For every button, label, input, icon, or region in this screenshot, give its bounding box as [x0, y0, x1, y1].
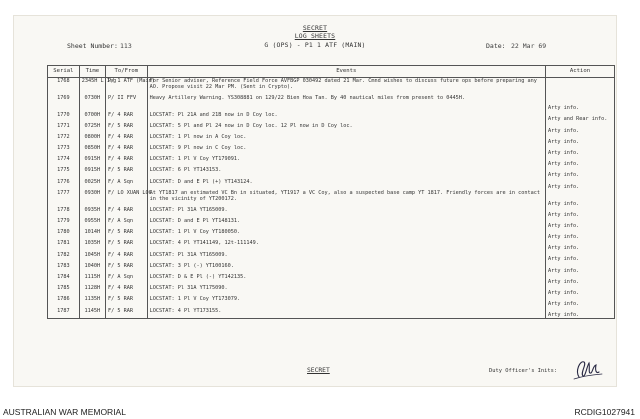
table-row [48, 263, 615, 274]
log-title: LOG SHEETS [294, 32, 336, 40]
table-row [48, 179, 615, 190]
serial-cell: 1781 [48, 240, 80, 251]
to-from-cell: F/ 4 RAR [106, 112, 148, 123]
action-cell: Arty info. [546, 218, 615, 229]
unit-heading: G (OPS) - P1 1 ATF (MAIN) [264, 41, 366, 49]
archive-banner [0, 404, 640, 419]
time-cell: 1135H [79, 296, 105, 307]
time-cell: 1035H [79, 240, 105, 251]
events-cell: LOCSTAT: 1 Pl V Coy YT179091. [147, 156, 545, 167]
to-from-cell: F/ LO XUAN LOC [106, 190, 148, 207]
action-cell: Arty info. [546, 252, 615, 263]
column-header-action: Action [546, 66, 615, 78]
action-cell: Arty info. [546, 95, 615, 112]
serial-cell: 1783 [48, 263, 80, 274]
sheet-number-value: 113 [120, 42, 132, 50]
footer-classification: SECRET [307, 367, 330, 374]
action-cell: Arty info. [546, 240, 615, 251]
serial-cell: 1771 [48, 123, 80, 134]
events-cell: LOCSTAT: Pl 21A and 21B now in D Coy loc. [147, 112, 545, 123]
events-cell: LOCSTAT: 4 Pl YT173155. [147, 308, 545, 319]
action-cell: Arty info. [546, 123, 615, 134]
time-cell: 1128H [79, 285, 105, 296]
time-cell: 0850H [79, 145, 105, 156]
time-cell: 0930H [79, 190, 105, 207]
action-cell: Arty info. [546, 274, 615, 285]
serial-cell: 1776 [48, 179, 80, 190]
to-from-cell: F/ 4 RAR [106, 207, 148, 218]
time-cell: 1040H [79, 263, 105, 274]
time-cell: 1115H [79, 274, 105, 285]
events-cell: LOCSTAT: 6 Pl YT143153. [147, 167, 545, 178]
serial-cell: 1778 [48, 207, 80, 218]
table-row [48, 285, 615, 296]
to-from-cell: F/ 5 RAR [106, 240, 148, 251]
time-cell: 1045H [79, 252, 105, 263]
action-cell: Arty info. [546, 285, 615, 296]
table-row [48, 207, 615, 218]
classification-heading: SECRET [302, 24, 328, 32]
events-cell: LOCSTAT: D and E Pl (+) YT143124. [147, 179, 545, 190]
to-from-cell: F/ 4 RAR [106, 252, 148, 263]
serial-cell: 1770 [48, 112, 80, 123]
column-header-to-from: To/From [106, 66, 148, 78]
table-row [48, 229, 615, 240]
to-from-cell: F/ 5 RAR [106, 263, 148, 274]
time-cell: 0915H [79, 156, 105, 167]
serial-cell: 1784 [48, 274, 80, 285]
table-row [48, 296, 615, 307]
serial-cell: 1775 [48, 167, 80, 178]
serial-cell: 1787 [48, 308, 80, 319]
time-cell: 0955H [79, 218, 105, 229]
table-row [48, 134, 615, 145]
serial-cell: 1774 [48, 156, 80, 167]
table-row [48, 218, 615, 229]
table-row [48, 252, 615, 263]
events-cell: LOCSTAT: 5 Pl and Pl 24 now in D Coy loc. 12 Pl now in D Coy loc. [147, 123, 545, 134]
to-from-cell: F/ 5 RAR [106, 296, 148, 307]
to-from-cell: F/ 5 RAR [106, 229, 148, 240]
sheet-number-label: Sheet Number: [67, 42, 118, 50]
serial-cell: 1777 [48, 190, 80, 207]
archive-name: AUSTRALIAN WAR MEMORIAL [3, 407, 126, 417]
time-cell: 0700H [79, 112, 105, 123]
serial-cell: 1779 [48, 218, 80, 229]
events-cell: LOCSTAT: Pl 31A YT165009. [147, 207, 545, 218]
to-from-cell: F/ A Sqn [106, 274, 148, 285]
to-from-cell: P/ II FFV [106, 95, 148, 112]
time-cell: 0915H [79, 167, 105, 178]
action-cell: Arty info. [546, 296, 615, 307]
serial-cell: 1769 [48, 95, 80, 112]
table-row [48, 274, 615, 285]
action-cell: Arty and Rear info. [546, 112, 615, 123]
events-cell: LOCSTAT: 1 Pl V Coy YT180050. [147, 229, 545, 240]
table-row [48, 123, 615, 134]
to-from-cell: F/ 5 RAR [106, 308, 148, 319]
table-header-row [48, 66, 615, 78]
to-from-cell: F/ 4 RAR [106, 285, 148, 296]
table-row [48, 78, 615, 95]
archive-reference: RCDIG1027941 [574, 407, 635, 417]
events-cell: Heavy Artillery Warning. YS308881 on 129/22 Bien Hoa Tan. By 40 nautical miles from present to 0445H. [147, 95, 545, 112]
log-sheet-page [13, 15, 617, 387]
to-from-cell: F/ A Sqn [106, 218, 148, 229]
events-cell: LOCSTAT: 3 Pl (-) YT100160. [147, 263, 545, 274]
action-cell: Arty info. [546, 190, 615, 207]
events-cell: At YT1817 an estimated VC Bn in situated, YT1917 a VC Coy, also a suspected base camp YT 1817. Friendly forces are in contact in the vicinity of YT200172. [147, 190, 545, 207]
events-cell: LOCSTAT: D and E Pl YT148131. [147, 218, 545, 229]
time-cell: 0730H [79, 95, 105, 112]
to-from-cell: P/ 1 ATF (Main) [106, 78, 148, 95]
action-cell: Arty info. [546, 263, 615, 274]
serial-cell: 1772 [48, 134, 80, 145]
serial-cell: 1785 [48, 285, 80, 296]
events-cell: LOCSTAT: D & E Pl (-) YT142135. [147, 274, 545, 285]
events-cell: LOCSTAT: Pl 31A YT175090. [147, 285, 545, 296]
events-log-table [47, 65, 615, 319]
time-cell: 0725H [79, 123, 105, 134]
duty-officer-signature [570, 357, 606, 383]
serial-cell: 1782 [48, 252, 80, 263]
action-cell: Arty info. [546, 229, 615, 240]
serial-cell: 1768 [48, 78, 80, 95]
table-row [48, 240, 615, 251]
events-cell: LOCSTAT: 9 Pl now in C Coy loc. [147, 145, 545, 156]
table-row [48, 95, 615, 112]
events-cell: LOCSTAT: Pl 31A YT165009. [147, 252, 545, 263]
table-row [48, 190, 615, 207]
time-cell: 2345H L 1sg [79, 78, 105, 95]
column-header-serial: Serial [48, 66, 80, 78]
table-body [48, 78, 615, 319]
table-row [48, 145, 615, 156]
events-cell: LOCSTAT: 1 Pl now in A Coy loc. [147, 134, 545, 145]
to-from-cell: F/ 4 RAR [106, 156, 148, 167]
events-cell: For Senior adviser, Reference Field Force AVFBGP 030492 dated 21 Mar. Cmnd wishes to discuss future ops before preparing any AO. Propose visit 22 Mar PM. (Sent in Crypto). [147, 78, 545, 95]
column-header-events: Events [147, 66, 545, 78]
to-from-cell: F/ 5 RAR [106, 123, 148, 134]
duty-officer-inits-label: Duty Officer's Inits: [489, 368, 558, 374]
serial-cell: 1786 [48, 296, 80, 307]
serial-cell: 1773 [48, 145, 80, 156]
events-cell: LOCSTAT: 4 Pl YT141149, 12t-111149. [147, 240, 545, 251]
table-row [48, 167, 615, 178]
to-from-cell: F/ 4 RAR [106, 145, 148, 156]
column-header-time: Time [79, 66, 105, 78]
table-row [48, 112, 615, 123]
time-cell: 1145H [79, 308, 105, 319]
events-cell: LOCSTAT: 1 Pl V Coy YT173079. [147, 296, 545, 307]
time-cell: 0800H [79, 134, 105, 145]
date-label: Date: [486, 42, 506, 50]
date-value: 22 Mar 69 [511, 42, 547, 50]
to-from-cell: F/ 5 RAR [106, 167, 148, 178]
action-cell: Arty info. [546, 134, 615, 145]
to-from-cell: F/ A Sqn [106, 179, 148, 190]
action-cell: Arty info. [546, 167, 615, 178]
action-cell [546, 78, 615, 95]
time-cell: 0025H [79, 179, 105, 190]
action-cell: Arty info. [546, 145, 615, 156]
table-row [48, 156, 615, 167]
table-row [48, 308, 615, 319]
time-cell: 0935H [79, 207, 105, 218]
time-cell: 1014H [79, 229, 105, 240]
action-cell: Arty info. [546, 179, 615, 190]
action-cell: Arty info. [546, 207, 615, 218]
serial-cell: 1780 [48, 229, 80, 240]
action-cell: Arty info. [546, 156, 615, 167]
to-from-cell: F/ 4 RAR [106, 134, 148, 145]
action-cell: Arty info. [546, 308, 615, 319]
